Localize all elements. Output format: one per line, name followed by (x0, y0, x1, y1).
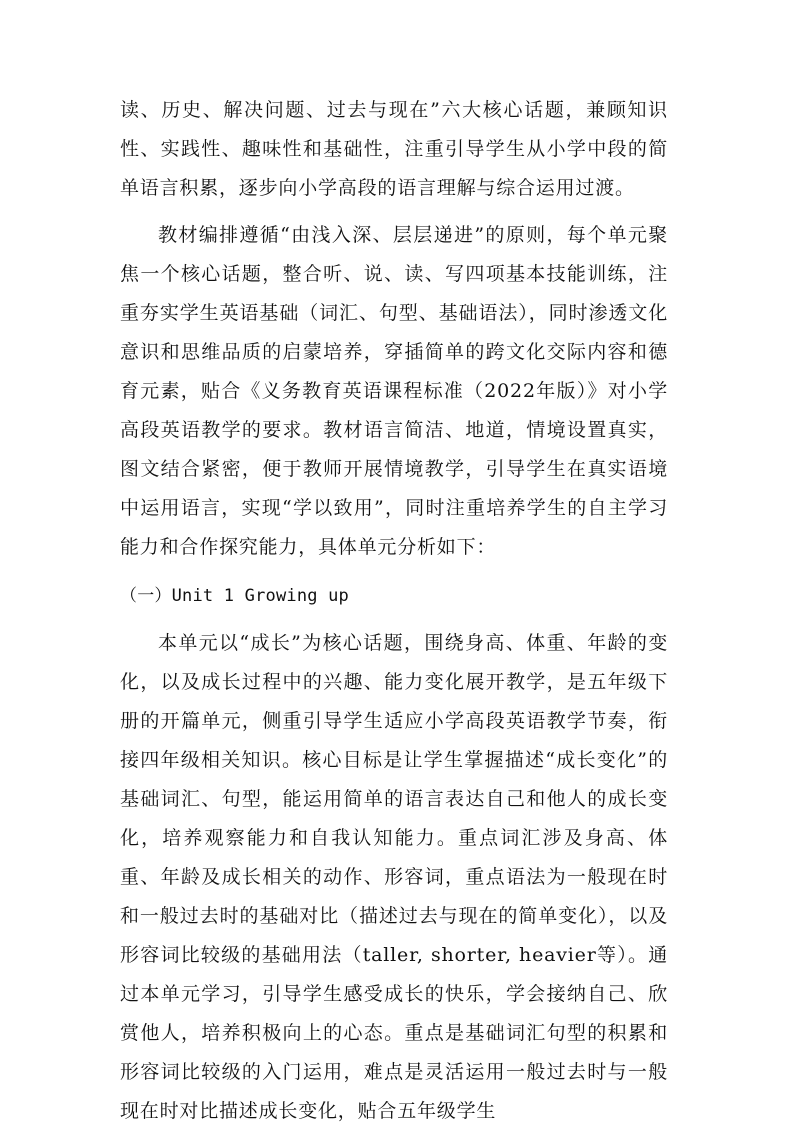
section-heading-unit-1: （一）Unit 1 Growing up (120, 586, 349, 606)
paragraph-unit-1-analysis: 本单元以“成长”为核心话题，围绕身高、体重、年龄的变化，以及成长过程中的兴趣、能力变化展开教学，是五年级下册的开篇单元，侧重引导学生适应小学高段英语教学节奏，衔接四年级相关知识。核心目标是让学生掌握描述“成长变化”的基础词汇、句型，能运用简单的语言表达自己和他人的成长变化，培养观察能力和自我认知能力。重点词汇涉及身高、体重、年龄及成长相关的动作、形容词，重点语法为一般现在时和一般过去时的基础对比（描述过去与现在的简单变化），以及形容词比较级的基础用法（taller, shorter, heavier等）。通过本单元学习，引导学生感受成长的快乐，学会接纳自己、欣赏他人，培养积极向上的心态。重点是基础词汇句型的积累和形容词比较级的入门运用，难点是灵活运用一般过去时与一般现在时对比描述成长变化，贴合五年级学生 (120, 632, 668, 1122)
document-body (120, 91, 668, 1131)
paragraph-core-topics-continuation: 读、历史、解决问题、过去与现在”六大核心话题，兼顾知识性、实践性、趣味性和基础性，注重引导学生从小学中段的简单语言积累，逐步向小学高段的语言理解与综合运用过渡。 (120, 99, 668, 199)
paragraph-spacer (120, 208, 668, 216)
heading-spacer-after (120, 616, 668, 624)
heading-spacer-before (120, 567, 668, 577)
paragraph-textbook-arrangement: 教材编排遵循“由浅入深、层层递进”的原则，每个单元聚焦一个核心话题，整合听、说、读、写四项基本技能训练，注重夯实学生英语基础（词汇、句型、基础语法），同时渗透文化意识和思维品质的启蒙培养，穿插简单的跨文化交际内容和德育元素，贴合《义务教育英语课程标准（2022年版）》对小学高段英语教学的要求。教材语言简洁、地道，情境设置真实，图文结合紧密，便于教师开展情境教学，引导学生在真实语境中运用语言，实现“学以致用”，同时注重培养学生的自主学习能力和合作探究能力，具体单元分析如下： (120, 224, 668, 558)
